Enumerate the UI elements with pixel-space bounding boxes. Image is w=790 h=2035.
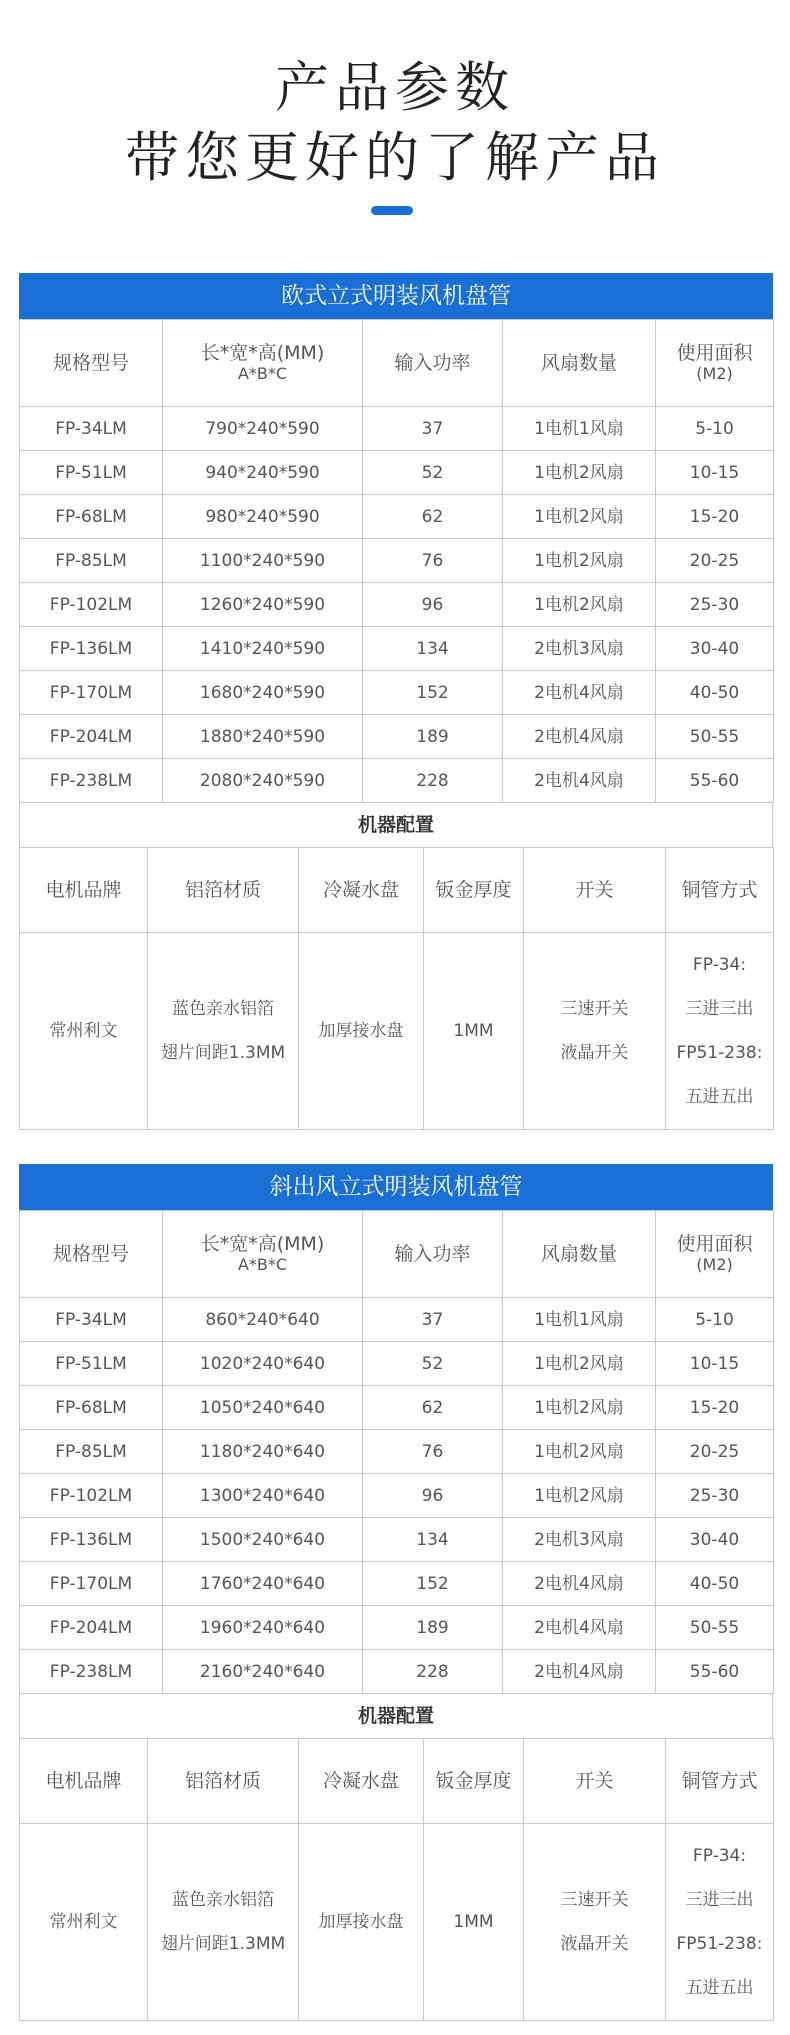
cell-area: 10-15 <box>656 451 774 495</box>
config-header-switch: 开关 <box>524 848 666 933</box>
config-pipe <box>666 933 774 1130</box>
table-row <box>20 671 774 715</box>
header-area-line2: (M2) <box>696 1255 733 1274</box>
config-header-metal: 钣金厚度 <box>424 1739 524 1824</box>
cell-fans: 1电机2风扇 <box>503 583 656 627</box>
config-header-foil: 铝箔材质 <box>148 1739 299 1824</box>
config-pipe-line2: 三进三出 <box>685 1890 754 1910</box>
cell-size: 1260*240*590 <box>163 583 363 627</box>
section-title: 斜出风立式明装风机盘管 <box>19 1164 773 1210</box>
cell-power: 96 <box>363 1474 503 1518</box>
cell-size: 1180*240*640 <box>163 1430 363 1474</box>
cell-model: FP-136LM <box>20 627 163 671</box>
config-metal: 1MM <box>424 933 524 1130</box>
header-size-line2: A*B*C <box>237 1255 288 1274</box>
cell-power: 189 <box>363 715 503 759</box>
table-row <box>20 539 774 583</box>
cell-model: FP-204LM <box>20 1606 163 1650</box>
cell-size: 790*240*590 <box>163 407 363 451</box>
table-row <box>20 1298 774 1342</box>
cell-area: 15-20 <box>656 495 774 539</box>
cell-size: 2160*240*640 <box>163 1650 363 1694</box>
cell-area: 40-50 <box>656 1562 774 1606</box>
config-title: 机器配置 <box>19 1694 773 1738</box>
config-motor: 常州利文 <box>20 1824 148 2021</box>
header-area-line1: 使用面积 <box>676 342 753 364</box>
cell-size: 980*240*590 <box>163 495 363 539</box>
cell-size: 1300*240*640 <box>163 1474 363 1518</box>
config-foil-line1: 蓝色亲水铝箔 <box>172 1890 274 1910</box>
cell-fans: 1电机2风扇 <box>503 495 656 539</box>
table-row <box>20 1386 774 1430</box>
config-pipe-line3: FP51-238: <box>676 1934 763 1954</box>
cell-model: FP-51LM <box>20 1342 163 1386</box>
title-accent-bar <box>371 206 413 215</box>
cell-area: 20-25 <box>656 1430 774 1474</box>
table-row <box>20 759 774 803</box>
cell-area: 20-25 <box>656 539 774 583</box>
config-motor: 常州利文 <box>20 933 148 1130</box>
cell-fans: 1电机2风扇 <box>503 1430 656 1474</box>
cell-area: 40-50 <box>656 671 774 715</box>
cell-fans: 2电机3风扇 <box>503 1518 656 1562</box>
cell-fans: 1电机1风扇 <box>503 407 656 451</box>
cell-size: 1760*240*640 <box>163 1562 363 1606</box>
config-table <box>19 847 774 1130</box>
table-row <box>20 1474 774 1518</box>
cell-model: FP-68LM <box>20 495 163 539</box>
cell-fans: 2电机4风扇 <box>503 715 656 759</box>
cell-power: 37 <box>363 407 503 451</box>
cell-fans: 1电机2风扇 <box>503 451 656 495</box>
cell-power: 134 <box>363 1518 503 1562</box>
header-size-line2: A*B*C <box>237 364 288 383</box>
config-foil <box>148 1824 299 2021</box>
cell-power: 52 <box>363 451 503 495</box>
table-row <box>20 1562 774 1606</box>
page-title: 产品参数 <box>275 56 515 119</box>
cell-model: FP-204LM <box>20 715 163 759</box>
cell-fans: 2电机4风扇 <box>503 759 656 803</box>
table-row <box>20 1518 774 1562</box>
cell-area: 30-40 <box>656 627 774 671</box>
header-area-line2: (M2) <box>696 364 733 383</box>
cell-model: FP-85LM <box>20 1430 163 1474</box>
cell-model: FP-238LM <box>20 759 163 803</box>
config-metal: 1MM <box>424 1824 524 2021</box>
cell-fans: 1电机2风扇 <box>503 539 656 583</box>
config-switch <box>524 1824 666 2021</box>
config-tray: 加厚接水盘 <box>299 1824 424 2021</box>
cell-fans: 2电机4风扇 <box>503 1650 656 1694</box>
cell-fans: 2电机4风扇 <box>503 1562 656 1606</box>
header-size-line1: 长*宽*高(MM) <box>200 1233 325 1255</box>
cell-area: 5-10 <box>656 407 774 451</box>
cell-model: FP-51LM <box>20 451 163 495</box>
config-header-switch: 开关 <box>524 1739 666 1824</box>
cell-size: 860*240*640 <box>163 1298 363 1342</box>
cell-fans: 1电机2风扇 <box>503 1342 656 1386</box>
header-area <box>656 1211 774 1298</box>
config-header-motor: 电机品牌 <box>20 848 148 933</box>
cell-model: FP-136LM <box>20 1518 163 1562</box>
config-table <box>19 1738 774 2021</box>
config-foil-line2: 翅片间距1.3MM <box>160 1043 286 1063</box>
config-header-metal: 钣金厚度 <box>424 848 524 933</box>
spec-header-row <box>20 320 774 407</box>
cell-size: 1100*240*590 <box>163 539 363 583</box>
config-header-pipe: 铜管方式 <box>666 848 774 933</box>
cell-area: 55-60 <box>656 1650 774 1694</box>
table-row <box>20 1430 774 1474</box>
cell-model: FP-68LM <box>20 1386 163 1430</box>
cell-size: 1410*240*590 <box>163 627 363 671</box>
cell-fans: 1电机2风扇 <box>503 1474 656 1518</box>
cell-power: 189 <box>363 1606 503 1650</box>
cell-power: 62 <box>363 495 503 539</box>
cell-fans: 1电机1风扇 <box>503 1298 656 1342</box>
table-row <box>20 451 774 495</box>
cell-area: 50-55 <box>656 1606 774 1650</box>
cell-area: 50-55 <box>656 715 774 759</box>
cell-area: 15-20 <box>656 1386 774 1430</box>
config-value-row <box>20 933 774 1130</box>
header-model: 规格型号 <box>20 1211 163 1298</box>
config-switch-line1: 三速开关 <box>560 999 629 1019</box>
cell-model: FP-102LM <box>20 1474 163 1518</box>
table-row <box>20 1342 774 1386</box>
table-row <box>20 1650 774 1694</box>
cell-model: FP-170LM <box>20 671 163 715</box>
cell-power: 62 <box>363 1386 503 1430</box>
header-model: 规格型号 <box>20 320 163 407</box>
spec-table <box>19 319 774 803</box>
cell-size: 1020*240*640 <box>163 1342 363 1386</box>
cell-fans: 2电机4风扇 <box>503 1606 656 1650</box>
header-size-line1: 长*宽*高(MM) <box>200 342 325 364</box>
config-header-motor: 电机品牌 <box>20 1739 148 1824</box>
cell-power: 134 <box>363 627 503 671</box>
cell-area: 5-10 <box>656 1298 774 1342</box>
cell-size: 1680*240*590 <box>163 671 363 715</box>
table-row <box>20 583 774 627</box>
cell-size: 940*240*590 <box>163 451 363 495</box>
config-header-foil: 铝箔材质 <box>148 848 299 933</box>
config-header-tray: 冷凝水盘 <box>299 848 424 933</box>
config-title: 机器配置 <box>19 803 773 847</box>
cell-area: 30-40 <box>656 1518 774 1562</box>
cell-power: 37 <box>363 1298 503 1342</box>
config-header-pipe: 铜管方式 <box>666 1739 774 1824</box>
cell-model: FP-170LM <box>20 1562 163 1606</box>
header-fans: 风扇数量 <box>503 320 656 407</box>
product-section-2 <box>19 1164 773 2021</box>
cell-model: FP-102LM <box>20 583 163 627</box>
table-row <box>20 715 774 759</box>
config-header-row <box>20 848 774 933</box>
header-size <box>163 320 363 407</box>
config-pipe <box>666 1824 774 2021</box>
config-pipe-line3: FP51-238: <box>676 1043 763 1063</box>
config-switch-line2: 液晶开关 <box>560 1043 629 1063</box>
cell-model: FP-85LM <box>20 539 163 583</box>
config-pipe-line4: 五进五出 <box>685 1087 754 1107</box>
cell-size: 1050*240*640 <box>163 1386 363 1430</box>
table-row <box>20 627 774 671</box>
config-foil-line2: 翅片间距1.3MM <box>160 1934 286 1954</box>
config-pipe-line2: 三进三出 <box>685 999 754 1019</box>
cell-area: 25-30 <box>656 583 774 627</box>
cell-size: 2080*240*590 <box>163 759 363 803</box>
config-switch-line2: 液晶开关 <box>560 1934 629 1954</box>
section-title: 欧式立式明装风机盘管 <box>19 273 773 319</box>
cell-area: 55-60 <box>656 759 774 803</box>
cell-area: 25-30 <box>656 1474 774 1518</box>
cell-power: 52 <box>363 1342 503 1386</box>
config-switch <box>524 933 666 1130</box>
header-size <box>163 1211 363 1298</box>
config-tray: 加厚接水盘 <box>299 933 424 1130</box>
table-row <box>20 495 774 539</box>
config-foil-line1: 蓝色亲水铝箔 <box>172 999 274 1019</box>
config-header-row <box>20 1739 774 1824</box>
cell-model: FP-34LM <box>20 407 163 451</box>
spec-table <box>19 1210 774 1694</box>
config-pipe-line1: FP-34: <box>692 1846 747 1866</box>
header-power: 输入功率 <box>363 320 503 407</box>
header-fans: 风扇数量 <box>503 1211 656 1298</box>
cell-fans: 2电机3风扇 <box>503 627 656 671</box>
cell-power: 96 <box>363 583 503 627</box>
spec-header-row <box>20 1211 774 1298</box>
table-row <box>20 407 774 451</box>
cell-size: 1960*240*640 <box>163 1606 363 1650</box>
config-switch-line1: 三速开关 <box>560 1890 629 1910</box>
header-area <box>656 320 774 407</box>
cell-power: 76 <box>363 539 503 583</box>
cell-size: 1500*240*640 <box>163 1518 363 1562</box>
cell-fans: 1电机2风扇 <box>503 1386 656 1430</box>
cell-power: 76 <box>363 1430 503 1474</box>
cell-size: 1880*240*590 <box>163 715 363 759</box>
cell-power: 152 <box>363 1562 503 1606</box>
cell-power: 228 <box>363 759 503 803</box>
config-pipe-line1: FP-34: <box>692 955 747 975</box>
page-subtitle: 带您更好的了解产品 <box>125 126 665 189</box>
product-section-1 <box>19 273 773 1130</box>
cell-power: 152 <box>363 671 503 715</box>
header-power: 输入功率 <box>363 1211 503 1298</box>
config-header-tray: 冷凝水盘 <box>299 1739 424 1824</box>
cell-area: 10-15 <box>656 1342 774 1386</box>
cell-model: FP-238LM <box>20 1650 163 1694</box>
config-foil <box>148 933 299 1130</box>
config-value-row <box>20 1824 774 2021</box>
cell-fans: 2电机4风扇 <box>503 671 656 715</box>
cell-model: FP-34LM <box>20 1298 163 1342</box>
header-area-line1: 使用面积 <box>676 1233 753 1255</box>
config-pipe-line4: 五进五出 <box>685 1978 754 1998</box>
table-row <box>20 1606 774 1650</box>
cell-power: 228 <box>363 1650 503 1694</box>
